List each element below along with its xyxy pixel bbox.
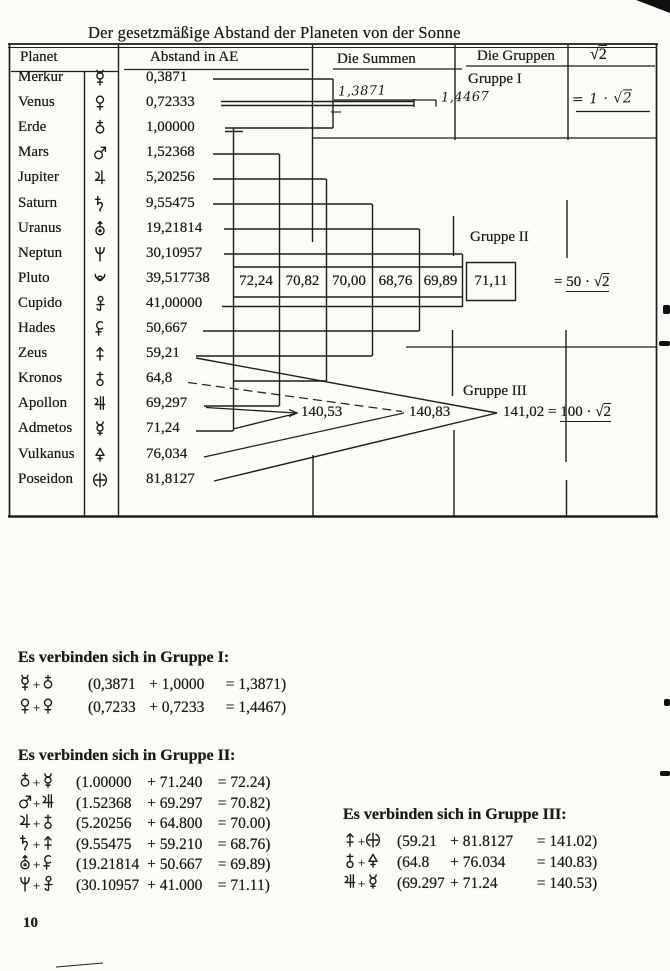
result-value: 72.24 xyxy=(230,774,266,791)
merkur-icon xyxy=(93,69,107,87)
zeus-icon xyxy=(41,834,55,852)
open-paren: ( xyxy=(397,833,403,850)
close-paren: ) xyxy=(592,833,598,850)
operand-a: 9.55475 xyxy=(81,835,132,853)
sum-value: 72,24 xyxy=(239,273,273,289)
page-title: Der gesetzmäßige Abstand der Planeten von der Sonne xyxy=(88,23,461,42)
planet-row xyxy=(0,117,670,142)
open-paren: ( xyxy=(397,875,403,892)
handwritten-sum-lower: 1,4467 xyxy=(440,89,490,106)
apollon-icon xyxy=(93,395,107,413)
equation-row xyxy=(343,873,597,894)
equation-formula xyxy=(76,856,270,873)
planet-distance: 0,72333 xyxy=(146,94,195,111)
result-value: 71.11 xyxy=(230,876,265,894)
operand-b: 0,7233 xyxy=(161,699,205,716)
cupido-icon xyxy=(93,295,107,313)
equation-formula xyxy=(76,795,270,812)
planet-distance: 69,297 xyxy=(146,395,188,412)
section-heading: Es verbinden sich in Gruppe I: xyxy=(18,649,230,666)
close-paren: ) xyxy=(265,774,271,791)
plus-sign: + xyxy=(450,833,463,850)
planet-pair xyxy=(343,831,397,851)
operand-a: 64.8 xyxy=(402,854,430,871)
result-value: 140.53 xyxy=(549,875,593,892)
operand-b: 64.800 xyxy=(159,815,203,832)
group1-result: = 1 · √2 xyxy=(571,90,633,108)
planet-name: Erde xyxy=(18,119,47,136)
group-label-2: Gruppe II xyxy=(470,229,529,245)
mars-icon xyxy=(18,793,32,811)
plus-sign: + xyxy=(33,836,41,852)
close-paren: ) xyxy=(265,856,271,873)
planet-symbol xyxy=(88,94,112,114)
result-value: 140.83 xyxy=(549,854,593,871)
equals-sign: = xyxy=(217,794,231,812)
close-paren: ) xyxy=(264,876,270,894)
plus-sign: + xyxy=(358,876,366,891)
planet-row xyxy=(0,142,670,167)
planet-symbol xyxy=(88,395,112,415)
neptun-icon xyxy=(18,875,32,893)
venus-icon xyxy=(41,697,55,715)
planet-pair xyxy=(18,813,76,833)
operand-a: 1.52368 xyxy=(81,794,132,812)
planet-pair xyxy=(18,875,76,895)
equals-sign: = xyxy=(536,833,550,850)
admetos-icon xyxy=(93,420,107,438)
planet-symbol xyxy=(88,345,112,365)
result-value: 68.76 xyxy=(230,835,266,853)
close-paren: ) xyxy=(281,676,287,693)
plus-sign: + xyxy=(147,835,160,853)
equals-sign: = xyxy=(217,856,231,873)
planet-pair xyxy=(18,793,76,813)
close-paren: ) xyxy=(265,794,271,812)
planet-name: Pluto xyxy=(18,269,50,286)
page-number: 10 xyxy=(23,915,38,931)
equation-row xyxy=(18,875,270,896)
equation-row xyxy=(18,834,270,855)
planet-distance: 1,00000 xyxy=(146,119,195,136)
operand-a: 69.297 xyxy=(402,875,445,892)
result-value: 1,4467 xyxy=(238,699,282,716)
planet-distance: 76,034 xyxy=(146,445,188,462)
planet-row xyxy=(0,92,670,117)
operand-a: 5.20256 xyxy=(81,815,132,832)
apollon-icon xyxy=(41,793,55,811)
mars-icon xyxy=(93,144,107,162)
admetos-icon xyxy=(41,772,55,790)
zeus-icon xyxy=(93,345,107,363)
section-gruppe-3 xyxy=(343,806,597,894)
plus-sign: + xyxy=(149,676,162,693)
planet-symbol xyxy=(88,195,112,215)
planet-name: Neptun xyxy=(18,244,63,261)
equation-rows xyxy=(343,831,597,894)
planet-distance: 64,8 xyxy=(146,370,173,387)
scan-artifact-mark xyxy=(664,699,670,706)
col-header-planet: Planet xyxy=(20,49,58,65)
planet-name: Hades xyxy=(18,320,56,336)
planet-symbol xyxy=(88,69,112,89)
planet-row xyxy=(0,193,670,218)
vulkanus-icon xyxy=(93,446,107,464)
result-value: 70.00 xyxy=(230,815,266,832)
planet-symbol xyxy=(88,370,112,390)
operand-b: 71.24 xyxy=(462,875,498,892)
neptun-icon xyxy=(93,245,107,263)
kronos-icon xyxy=(93,370,107,388)
open-paren: ( xyxy=(76,815,82,832)
equation-formula xyxy=(76,815,270,832)
open-paren: ( xyxy=(76,774,82,791)
admetos-icon xyxy=(366,873,380,891)
planet-pair xyxy=(18,834,76,854)
operand-b: 59.210 xyxy=(159,835,203,853)
planet-symbol xyxy=(88,220,112,240)
planet-symbol xyxy=(88,420,112,440)
open-paren: ( xyxy=(397,854,403,871)
result-value: 1,3871 xyxy=(238,676,282,693)
equation-row xyxy=(18,674,286,697)
poseidon-icon xyxy=(366,831,380,849)
equation-formula xyxy=(76,774,270,791)
planet-distance: 50,667 xyxy=(146,320,188,336)
group3-result: 141,02 = 100 · √2 xyxy=(503,404,611,420)
planet-name: Zeus xyxy=(18,345,48,362)
planet-name: Mars xyxy=(18,144,49,161)
open-paren: ( xyxy=(76,876,82,894)
planet-pair xyxy=(343,852,397,872)
planet-distance: 5,20256 xyxy=(146,169,195,186)
planet-symbol xyxy=(88,471,112,491)
hades-icon xyxy=(93,320,107,338)
erde-icon xyxy=(93,119,107,137)
plus-sign: + xyxy=(147,876,160,894)
equals-sign: = xyxy=(225,676,239,693)
planet-row xyxy=(0,469,670,494)
radical-sign: √ xyxy=(590,46,599,63)
handwritten-sum-upper: 1,3871 xyxy=(337,83,387,100)
planet-name: Saturn xyxy=(18,194,58,211)
planet-row xyxy=(0,418,670,443)
operand-b: 50.667 xyxy=(159,856,203,873)
close-paren: ) xyxy=(592,875,598,892)
sum-value: 71,11 xyxy=(474,273,508,289)
venus-icon xyxy=(18,697,32,715)
kronos-icon xyxy=(343,852,357,870)
equals-sign: = xyxy=(217,876,231,894)
planet-row xyxy=(0,368,670,393)
plus-sign: + xyxy=(358,855,366,870)
cupido-icon xyxy=(41,875,55,893)
plus-sign: + xyxy=(33,677,41,692)
planet-name: Jupiter xyxy=(18,169,59,186)
erde-icon xyxy=(41,674,55,692)
planet-symbol xyxy=(88,245,112,265)
close-paren: ) xyxy=(265,815,271,832)
planet-distance: 41,00000 xyxy=(146,294,203,311)
planet-row xyxy=(0,67,670,92)
planet-name: Cupido xyxy=(18,294,63,311)
section-gruppe-1 xyxy=(18,649,286,720)
operand-b: 81.8127 xyxy=(462,833,514,850)
zeus-icon xyxy=(343,831,357,849)
pluto-icon xyxy=(93,270,107,288)
planet-row xyxy=(0,444,670,469)
section-heading: Es verbinden sich in Gruppe II: xyxy=(18,747,236,764)
hades-icon xyxy=(41,854,55,872)
operand-b: 69.297 xyxy=(159,794,203,812)
operand-b: 76.034 xyxy=(462,854,506,871)
planet-distance: 0,3871 xyxy=(146,69,188,85)
operand-b: 1,0000 xyxy=(161,676,205,693)
planet-pair xyxy=(343,873,397,893)
plus-sign: + xyxy=(450,875,463,892)
equation-row xyxy=(18,854,270,875)
plus-sign: + xyxy=(147,856,160,873)
operand-a: 59.21 xyxy=(402,833,438,850)
uranus-icon xyxy=(93,220,107,238)
saturn-icon xyxy=(18,834,32,852)
planet-distance: 59,21 xyxy=(146,345,180,362)
sum-value: 68,76 xyxy=(378,273,413,289)
equation-formula xyxy=(397,854,597,871)
planet-row xyxy=(0,243,670,268)
planet-name: Poseidon xyxy=(18,470,74,487)
open-paren: ( xyxy=(76,856,82,873)
plus-sign: + xyxy=(33,816,41,831)
close-paren: ) xyxy=(592,854,598,871)
equation-formula xyxy=(76,877,270,894)
group2-result: = 50 · √2 xyxy=(554,274,610,290)
equation-rows xyxy=(18,674,286,720)
poseidon-icon xyxy=(93,471,107,489)
merkur-icon xyxy=(18,674,32,692)
equation-rows xyxy=(18,772,270,895)
planet-distance: 39,517738 xyxy=(146,269,210,286)
scan-artifact-mark xyxy=(659,341,670,346)
equation-row xyxy=(343,852,597,873)
col-header-sqrt2: √2 xyxy=(590,46,607,63)
planet-row xyxy=(0,218,670,243)
scan-artifact-mark xyxy=(660,771,670,776)
plus-sign: + xyxy=(33,877,41,893)
planet-distance: 81,8127 xyxy=(146,470,195,487)
section-heading: Es verbinden sich in Gruppe III: xyxy=(343,806,567,823)
plus-sign: + xyxy=(33,857,41,872)
operand-a: 19.21814 xyxy=(81,856,140,873)
open-paren: ( xyxy=(76,835,82,853)
saturn-icon xyxy=(93,195,107,213)
operand-b: 71.240 xyxy=(159,774,203,791)
open-paren: ( xyxy=(88,699,94,716)
close-paren: ) xyxy=(281,699,287,716)
venus-icon xyxy=(93,94,107,112)
operand-a: 30.10957 xyxy=(81,876,140,894)
equals-sign: = xyxy=(217,815,231,832)
planet-pair xyxy=(18,697,88,717)
planet-row xyxy=(0,318,670,343)
planet-symbol xyxy=(88,169,112,189)
planet-name: Apollon xyxy=(18,395,68,412)
planet-symbol xyxy=(88,144,112,164)
planet-pair xyxy=(18,674,88,694)
result-value: 69.89 xyxy=(230,856,266,873)
planet-symbol xyxy=(88,446,112,466)
planet-name: Venus xyxy=(18,94,55,111)
group-label-3: Gruppe III xyxy=(463,383,527,399)
equation-formula xyxy=(76,836,270,853)
operand-a: 0,3871 xyxy=(93,676,136,693)
open-paren: ( xyxy=(88,676,94,693)
planet-distance: 30,10957 xyxy=(146,244,203,261)
col-header-groups: Die Gruppen xyxy=(477,48,555,64)
kronos-icon xyxy=(41,813,55,831)
operand-a: 0,7233 xyxy=(93,699,136,716)
result-value: 141.02 xyxy=(549,833,593,850)
plus-sign: + xyxy=(450,854,463,871)
planet-distance: 9,55475 xyxy=(146,194,195,211)
plus-sign: + xyxy=(147,774,160,791)
planet-name: Uranus xyxy=(18,219,62,236)
equation-row xyxy=(18,793,270,814)
equals-sign: = xyxy=(536,875,550,892)
section-gruppe-2 xyxy=(18,747,270,895)
group3-sum: 140,53 xyxy=(301,404,343,420)
jupiter-icon xyxy=(18,813,32,831)
group3-sum: 140,83 xyxy=(409,404,451,420)
planet-name: Merkur xyxy=(18,69,63,85)
planet-name: Kronos xyxy=(18,370,63,387)
sum-value: 69,89 xyxy=(423,273,458,289)
equals-sign: = xyxy=(217,835,231,853)
equation-row xyxy=(18,697,286,720)
equals-sign: = xyxy=(217,774,231,791)
planet-name: Admetos xyxy=(18,420,73,437)
planet-symbol xyxy=(88,270,112,290)
planet-row xyxy=(0,167,670,192)
plus-sign: + xyxy=(33,795,41,811)
erde-icon xyxy=(18,772,32,790)
uranus-icon xyxy=(18,854,32,872)
planet-distance: 19,21814 xyxy=(146,219,203,236)
equation-row xyxy=(18,772,270,793)
open-paren: ( xyxy=(76,794,82,812)
col-header-sums: Die Summen xyxy=(337,51,416,67)
planet-symbol xyxy=(88,295,112,315)
planet-distance: 71,24 xyxy=(146,420,180,437)
close-paren: ) xyxy=(265,835,271,853)
jupiter-icon xyxy=(93,169,107,187)
sum-value: 70,82 xyxy=(285,273,320,289)
equation-row xyxy=(343,831,597,852)
equals-sign: = xyxy=(225,699,239,716)
equation-formula xyxy=(397,875,597,892)
planet-name: Vulkanus xyxy=(18,445,75,462)
planet-symbol xyxy=(88,119,112,139)
planet-row xyxy=(0,293,670,318)
operand-b: 41.000 xyxy=(159,876,203,894)
sum-value: 70,00 xyxy=(332,273,366,289)
plus-sign: + xyxy=(358,834,366,849)
vulkanus-icon xyxy=(366,852,380,870)
equation-formula xyxy=(88,676,286,693)
result-value: 70.82 xyxy=(230,794,266,812)
plus-sign: + xyxy=(147,794,160,812)
planet-pair xyxy=(18,772,76,792)
planet-symbol xyxy=(88,320,112,340)
plus-sign: + xyxy=(149,699,162,716)
operand-a: 1.00000 xyxy=(81,774,132,791)
equation-formula xyxy=(88,699,286,716)
plus-sign: + xyxy=(33,700,41,715)
apollon-icon xyxy=(343,873,357,891)
planet-row xyxy=(0,343,670,368)
planet-pair xyxy=(18,854,76,874)
plus-sign: + xyxy=(147,815,160,832)
equation-row xyxy=(18,813,270,834)
scan-artifact-mark xyxy=(663,305,670,314)
planet-distance: 1,52368 xyxy=(146,144,195,161)
plus-sign: + xyxy=(33,775,41,790)
col-header-distance: Abstand in AE xyxy=(150,49,239,65)
equation-formula xyxy=(397,833,597,850)
equals-sign: = xyxy=(536,854,550,871)
group-label-1: Gruppe I xyxy=(468,71,522,87)
